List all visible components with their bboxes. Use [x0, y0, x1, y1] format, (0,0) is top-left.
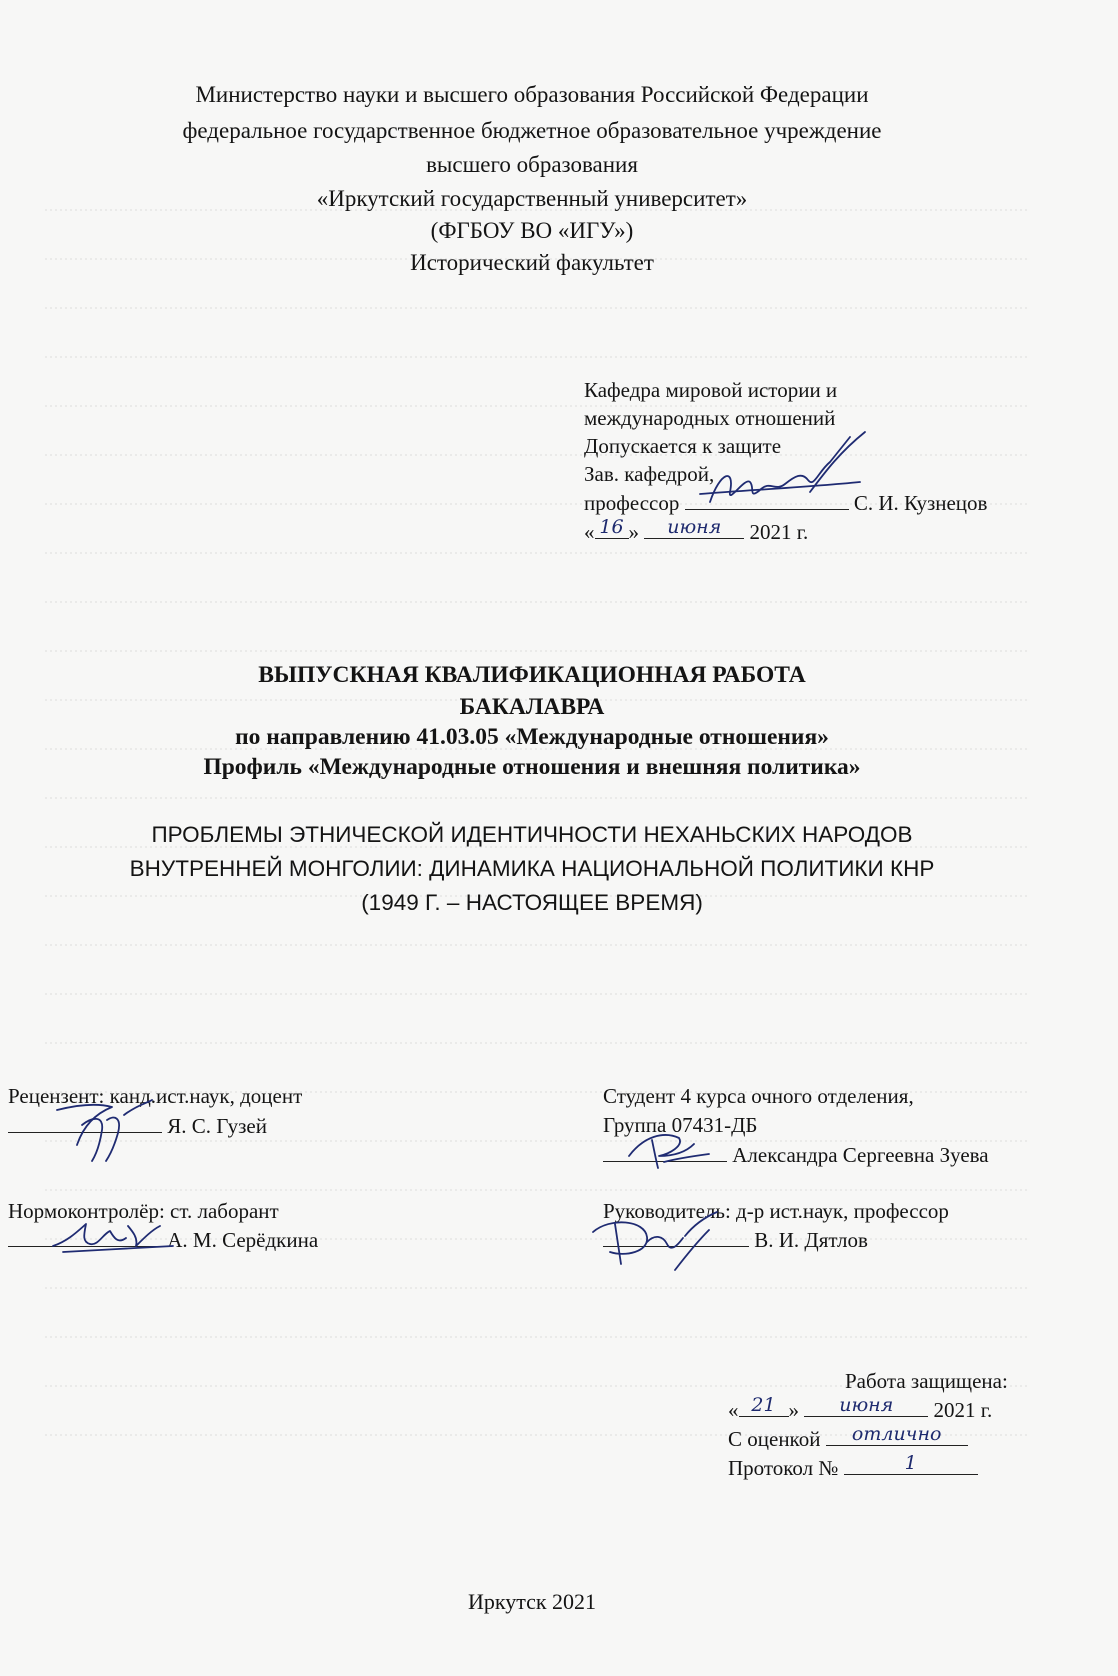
- grade-label: С оценкой: [728, 1427, 821, 1451]
- student-group: Группа 07431-ДБ: [603, 1113, 758, 1137]
- supervisor-name: В. И. Дятлов: [754, 1228, 868, 1252]
- student-label: Студент 4 курса очного отделения,: [603, 1084, 914, 1108]
- admission-day: 16: [599, 516, 624, 538]
- reviewer-name: Я. С. Гузей: [167, 1114, 267, 1138]
- defense-label: Работа защищена:: [845, 1369, 1008, 1393]
- student-signature: [624, 1126, 714, 1171]
- head-signature: [690, 432, 890, 522]
- thesis-title-line-1: ПРОБЛЕМЫ ЭТНИЧЕСКОЙ ИДЕНТИЧНОСТИ НЕХАНЬСКИХ НАРОДОВ: [151, 822, 913, 847]
- study-profile: Профиль «Международные отношения и внешняя политика»: [203, 754, 861, 780]
- thesis-title-line-3: (1949 Г. – НАСТОЯЩЕЕ ВРЕМЯ): [361, 890, 703, 915]
- university-abbreviation: (ФГБОУ ВО «ИГУ»): [430, 218, 634, 243]
- reviewer-signature: [52, 1095, 172, 1165]
- admission-note: Допускается к защите: [584, 434, 782, 458]
- institution-line-1: федеральное государственное бюджетное образовательное учреждение: [182, 118, 882, 143]
- normcontrol-signature: [48, 1216, 178, 1256]
- professor-label: профессор: [584, 491, 680, 515]
- protocol-field: [844, 1452, 978, 1475]
- student-name: Александра Сергеевна Зуева: [732, 1143, 989, 1167]
- study-direction: по направлению 41.03.05 «Международные отношения»: [235, 724, 829, 750]
- thesis-title-line-2: ВНУТРЕННЕЙ МОНГОЛИИ: ДИНАМИКА НАЦИОНАЛЬНОЙ ПОЛИТИКИ КНР: [129, 856, 935, 881]
- defense-month: июня: [839, 1394, 894, 1416]
- department-line-1: Кафедра мировой истории и: [584, 378, 838, 402]
- grade-field: [826, 1423, 968, 1446]
- admission-year: 2021 г.: [749, 520, 809, 544]
- protocol-line: [728, 1452, 978, 1483]
- reviewer-label: Рецензент: канд.ист.наук, доцент: [8, 1084, 303, 1108]
- defense-day: 21: [751, 1394, 776, 1416]
- admission-month: июня: [667, 516, 722, 538]
- work-type-line-1: ВЫПУСКНАЯ КВАЛИФИКАЦИОННАЯ РАБОТА: [258, 662, 806, 688]
- institution-line-2: высшего образования: [426, 152, 638, 177]
- defense-day-field: [739, 1394, 789, 1417]
- supervisor-label: Руководитель: д-р ист.наук, профессор: [603, 1199, 949, 1223]
- head-of-department-label: Зав. кафедрой,: [584, 462, 715, 486]
- defense-month-field: [804, 1394, 928, 1417]
- admission-date: « 16 » июня 2021 г.: [584, 516, 808, 547]
- normcontrol-label: Нормоконтролёр: ст. лаборант: [8, 1199, 279, 1223]
- supervisor-signature: [585, 1212, 725, 1272]
- city-year: Иркутск 2021: [467, 1589, 597, 1614]
- ministry-name: Министерство науки и высшего образования Российской Федерации: [195, 82, 869, 107]
- grade-value: отлично: [851, 1423, 942, 1445]
- defense-year: 2021 г.: [933, 1398, 993, 1422]
- head-name: С. И. Кузнецов: [853, 491, 988, 515]
- work-type-line-2: БАКАЛАВРА: [459, 694, 605, 720]
- normcontrol-name: А. М. Серёдкина: [167, 1228, 319, 1252]
- protocol-value: 1: [904, 1452, 917, 1474]
- university-name: «Иркутский государственный университет»: [316, 186, 748, 211]
- admission-day-field: [595, 516, 629, 539]
- faculty-name: Исторический факультет: [410, 250, 654, 275]
- defense-date: « 21 » июня 2021 г.: [728, 1394, 992, 1425]
- department-line-2: международных отношений: [584, 406, 836, 430]
- protocol-label: Протокол №: [728, 1456, 839, 1480]
